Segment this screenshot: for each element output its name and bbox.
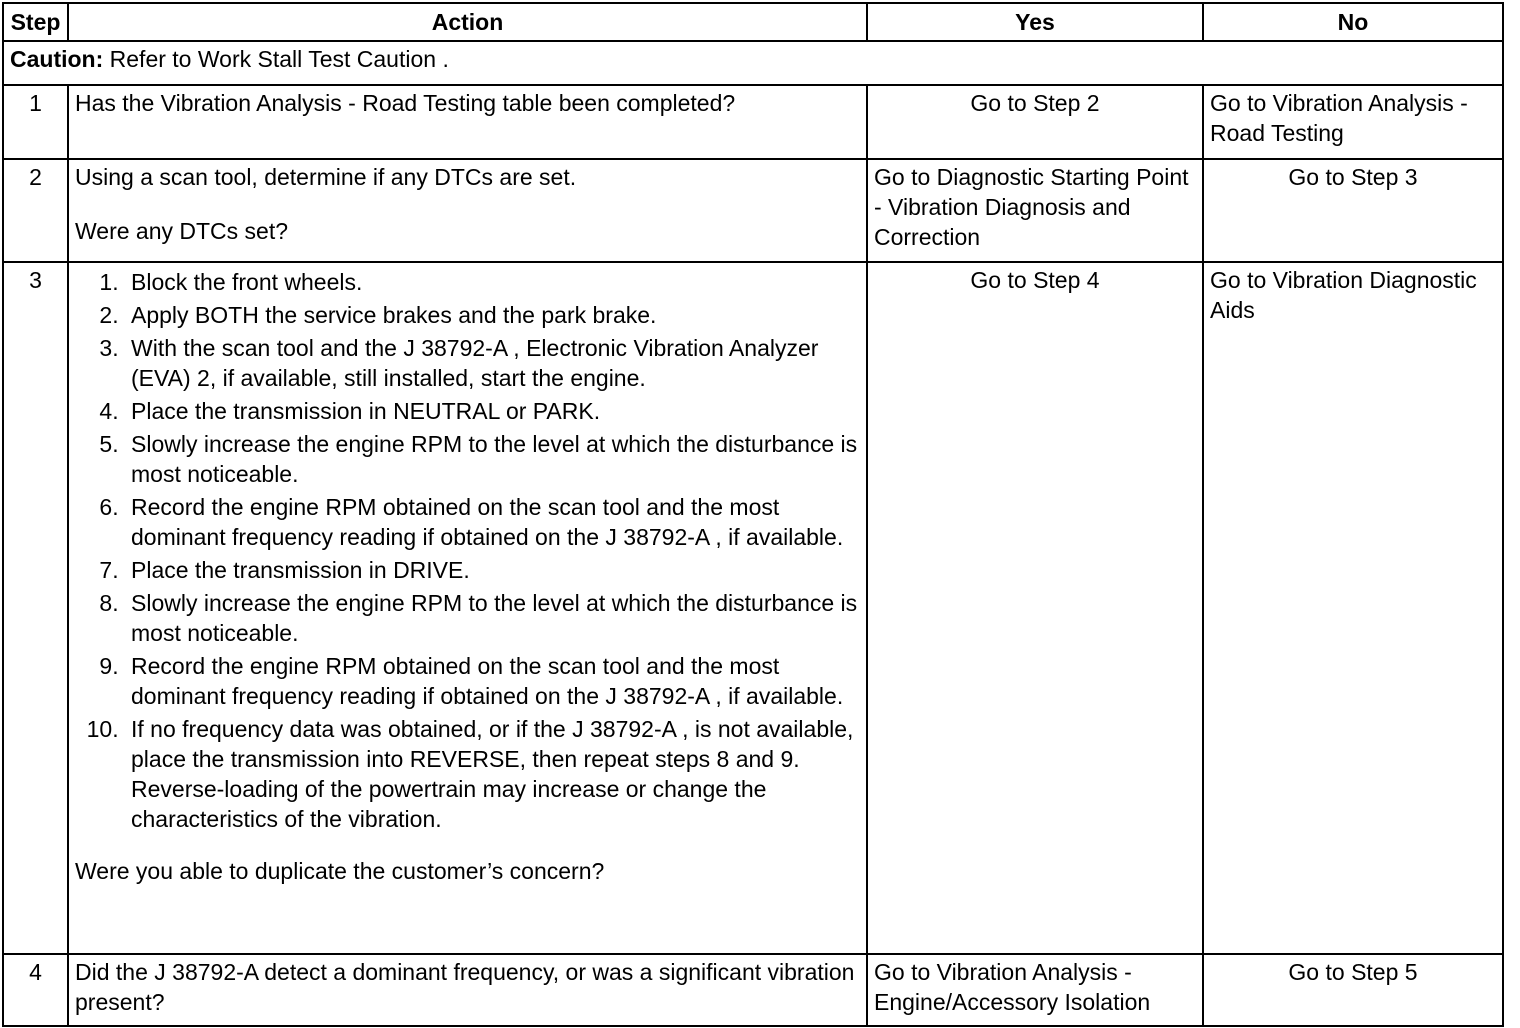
table-row — [3, 262, 1503, 954]
header-step: Step — [3, 3, 68, 41]
list-item: 8. Slowly increase the engine RPM to the level at which the disturbance is most noticeable. — [125, 588, 860, 648]
table-row — [3, 85, 1503, 159]
yes-cell: Go to Diagnostic Starting Point - Vibration Diagnosis and Correction — [867, 159, 1203, 262]
header-row — [3, 3, 1503, 41]
caution-cell — [3, 41, 1503, 85]
no-cell: Go to Step 5 — [1203, 954, 1503, 1026]
list-item: 1. Block the front wheels. — [125, 267, 860, 297]
step-number: 2 — [3, 159, 68, 262]
action-instruction: Using a scan tool, determine if any DTCs are set. — [75, 164, 577, 190]
step-number: 4 — [3, 954, 68, 1026]
header-action: Action — [68, 3, 867, 41]
no-cell: Go to Vibration Diagnostic Aids — [1203, 262, 1503, 954]
yes-cell: Go to Step 2 — [867, 85, 1203, 159]
header-no: No — [1203, 3, 1503, 41]
step-number: 1 — [3, 85, 68, 159]
list-item: 9. Record the engine RPM obtained on the scan tool and the most dominant frequency reading if obtained on the J 38792-A , if available. — [125, 651, 860, 711]
action-cell: Did the J 38792-A detect a dominant frequency, or was a significant vibration present? — [68, 954, 867, 1026]
yes-cell: Go to Step 4 — [867, 262, 1203, 954]
action-cell — [68, 262, 867, 954]
list-item: 2. Apply BOTH the service brakes and the park brake. — [125, 300, 860, 330]
caution-row — [3, 41, 1503, 85]
table-row — [3, 954, 1503, 1026]
list-item: 7. Place the transmission in DRIVE. — [125, 555, 860, 585]
list-item: 3. With the scan tool and the J 38792-A , Electronic Vibration Analyzer (EVA) 2, if available, still installed, start the engine. — [125, 333, 860, 393]
list-item: 4. Place the transmission in NEUTRAL or PARK. — [125, 396, 860, 426]
list-item: 5. Slowly increase the engine RPM to the level at which the disturbance is most noticeable. — [125, 429, 860, 489]
caution-label: Caution: — [10, 46, 104, 72]
action-question: Were you able to duplicate the customer’s concern? — [75, 858, 605, 884]
no-cell: Go to Vibration Analysis - Road Testing — [1203, 85, 1503, 159]
list-item: 6. Record the engine RPM obtained on the scan tool and the most dominant frequency reading if obtained on the J 38792-A , if available. — [125, 492, 860, 552]
procedure-list — [75, 267, 860, 834]
action-cell — [68, 159, 867, 262]
yes-cell: Go to Vibration Analysis - Engine/Accessory Isolation — [867, 954, 1203, 1026]
caution-text: Refer to Work Stall Test Caution . — [103, 46, 449, 72]
list-item: 10. If no frequency data was obtained, or if the J 38792-A , is not available, place the transmission into REVERSE, then repeat steps 8 and 9. Reverse-loading of the powertrain may increase or change the characteristics of the vibration. — [125, 714, 860, 834]
no-cell: Go to Step 3 — [1203, 159, 1503, 262]
header-yes: Yes — [867, 3, 1203, 41]
action-question: Were any DTCs set? — [75, 218, 289, 244]
step-number: 3 — [3, 262, 68, 954]
table-row — [3, 159, 1503, 262]
diagnostic-table — [2, 2, 1504, 1027]
action-cell: Has the Vibration Analysis - Road Testing table been completed? — [68, 85, 867, 159]
